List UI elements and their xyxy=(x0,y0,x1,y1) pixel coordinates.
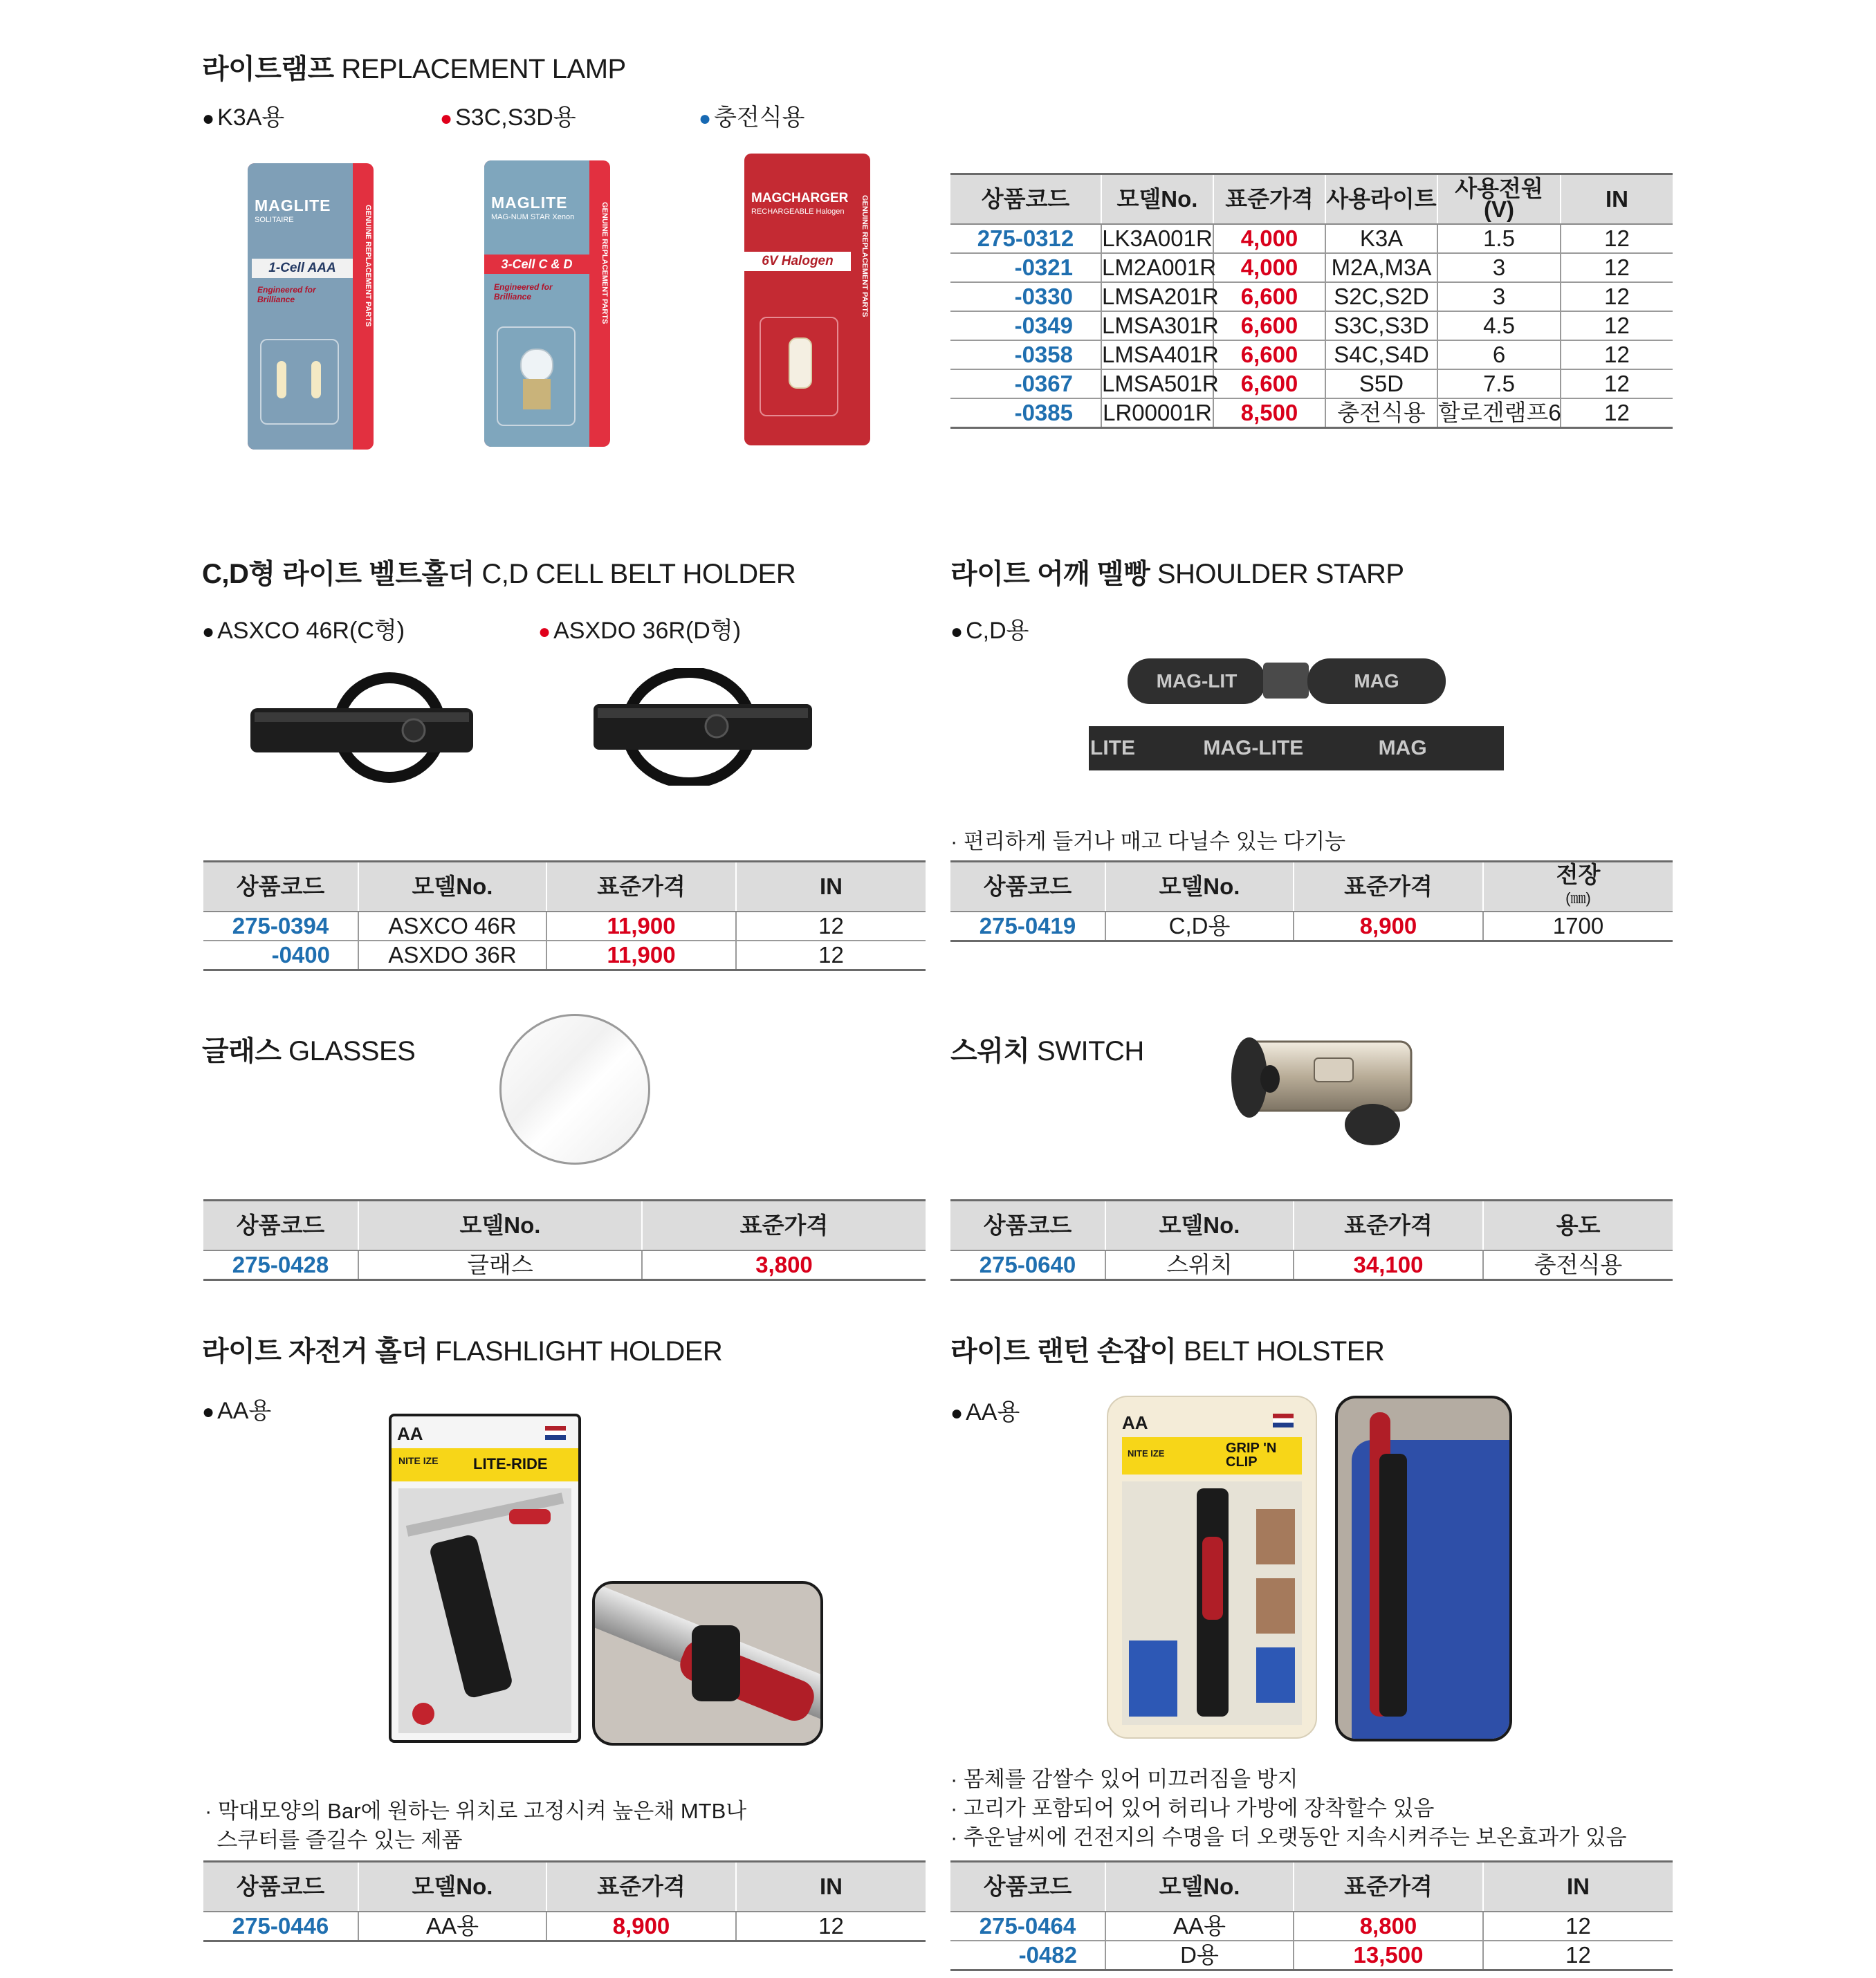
cell-in: 12 xyxy=(736,912,926,941)
cell-price: 8,900 xyxy=(1294,912,1483,941)
strap-print-text: MAG-LITE xyxy=(1203,737,1304,759)
bike-bullet-aa xyxy=(202,1392,271,1425)
holster-section-title xyxy=(950,1329,1384,1369)
shoulder-strap-image xyxy=(1089,653,1504,777)
bullet-dot-icon: ● xyxy=(950,1402,964,1425)
col-header-length-label: 전장 xyxy=(1556,862,1601,887)
cell-price: 8,500 xyxy=(1213,398,1325,428)
cell-code: -0349 xyxy=(950,311,1101,340)
lamp-bullet-rechargeable xyxy=(699,98,805,132)
col-header-model: 모델No. xyxy=(1105,1862,1294,1912)
cell-in: 12 xyxy=(1561,340,1673,369)
lamp-bullet-s3c xyxy=(440,98,576,132)
cell-code: 275-0419 xyxy=(950,912,1105,941)
cell-price: 13,500 xyxy=(1294,1941,1483,1970)
cell-code: 275-0428 xyxy=(203,1250,358,1280)
cell-code: 275-0640 xyxy=(950,1250,1105,1280)
cell-code: 275-0464 xyxy=(950,1912,1105,1941)
package-sub: SOLITAIRE xyxy=(255,216,294,224)
cell-model: 글래스 xyxy=(358,1250,642,1280)
cell-price: 6,600 xyxy=(1213,369,1325,398)
col-header-in: IN xyxy=(1561,174,1673,225)
strap-spec-table xyxy=(950,860,1673,942)
cell-price: 8,900 xyxy=(546,1912,736,1941)
cell-in: 12 xyxy=(1483,1912,1673,1941)
package-product-name: LITE-RIDE xyxy=(473,1455,548,1472)
col-header-model: 모델No. xyxy=(1105,1201,1294,1251)
cell-light: 충전식용 xyxy=(1325,398,1437,428)
cell-light: S4C,S4D xyxy=(1325,340,1437,369)
cell-in: 12 xyxy=(1561,282,1673,311)
package-tag: Engineered for Brilliance xyxy=(494,282,553,302)
bullet-label: AA용 xyxy=(966,1399,1020,1425)
cell-price: 8,800 xyxy=(1294,1912,1483,1941)
lamp-package-rechargeable xyxy=(744,154,870,445)
col-header-model: 모델No. xyxy=(1101,174,1213,225)
bulb-blister xyxy=(497,326,576,426)
package-product-name: GRIP 'N CLIP xyxy=(1226,1441,1277,1470)
belt-holder-d-image xyxy=(592,668,813,786)
bullet-dot-icon: ● xyxy=(538,620,551,643)
cell-code: -0358 xyxy=(950,340,1101,369)
strap-note: · 편리하게 들거나 매고 다닐수 있는 다기능 xyxy=(950,829,1346,853)
cell-power: 7.5 xyxy=(1437,369,1561,398)
bullet-label: AA용 xyxy=(217,1398,272,1424)
cell-model: AA용 xyxy=(1105,1912,1294,1941)
cell-model: LMSA401R xyxy=(1101,340,1213,369)
table-row xyxy=(950,369,1673,398)
cell-price: 6,600 xyxy=(1213,282,1325,311)
package-side-text: GENUINE REPLACEMENT PARTS xyxy=(861,195,869,317)
cell-code: -0400 xyxy=(203,941,358,970)
cell-price: 11,900 xyxy=(546,912,736,941)
lamp-section-title xyxy=(202,47,626,86)
belt-section-title xyxy=(202,552,796,591)
switch-spec-table xyxy=(950,1199,1673,1281)
cell-light: S3C,S3D xyxy=(1325,311,1437,340)
col-header-code: 상품코드 xyxy=(203,1201,358,1251)
col-header-length xyxy=(1483,862,1673,912)
col-header-price: 표준가격 xyxy=(1294,1862,1483,1912)
col-header-power-unit: (V) xyxy=(1484,196,1514,222)
col-header-in: IN xyxy=(1483,1862,1673,1912)
col-header-model: 모델No. xyxy=(358,862,546,912)
bullet-label: K3A용 xyxy=(217,104,285,131)
package-size-label: AA xyxy=(397,1423,423,1444)
holster-note-1: · 몸체를 감쌀수 있어 미끄러짐을 방지 xyxy=(950,1767,1298,1791)
grip-n-clip-package xyxy=(1107,1396,1317,1739)
cell-in: 12 xyxy=(1483,1941,1673,1970)
package-brand: NITE IZE xyxy=(1128,1448,1165,1459)
bullet-label: 충전식용 xyxy=(714,104,805,131)
col-header-power xyxy=(1437,174,1561,225)
cell-price: 3,800 xyxy=(642,1250,926,1280)
cell-in: 12 xyxy=(736,1912,926,1941)
bullet-dot-icon: ● xyxy=(440,107,453,130)
cell-model: LMSA201R xyxy=(1101,282,1213,311)
table-header-row xyxy=(950,1862,1673,1912)
cell-code: -0321 xyxy=(950,253,1101,282)
col-header-length-unit: (㎜) xyxy=(1565,889,1591,907)
bulb-blister xyxy=(760,317,838,416)
cell-price: 6,600 xyxy=(1213,311,1325,340)
bike-spec-table xyxy=(203,1860,926,1942)
table-row xyxy=(950,224,1673,253)
strap-print-text: MAG-LIT xyxy=(1128,658,1266,704)
cell-light: M2A,M3A xyxy=(1325,253,1437,282)
package-side-text: GENUINE REPLACEMENT PARTS xyxy=(600,202,609,324)
cell-light: K3A xyxy=(1325,224,1437,253)
cell-power: 할로겐램프6 xyxy=(1437,398,1561,428)
table-header-row xyxy=(203,1862,926,1912)
cell-price: 4,000 xyxy=(1213,253,1325,282)
cell-model: LMSA501R xyxy=(1101,369,1213,398)
belt-holder-c-image xyxy=(248,672,476,783)
package-side-text: GENUINE REPLACEMENT PARTS xyxy=(364,205,372,327)
switch-image xyxy=(1224,1028,1432,1154)
col-header-price: 표준가격 xyxy=(1294,862,1483,912)
cell-model: 스위치 xyxy=(1105,1250,1294,1280)
cell-in: 12 xyxy=(736,941,926,970)
cell-power: 1.5 xyxy=(1437,224,1561,253)
table-row xyxy=(950,1912,1673,1941)
lamp-package-s3c xyxy=(484,160,610,447)
table-header-row xyxy=(950,174,1673,225)
col-header-in: IN xyxy=(736,1862,926,1912)
cell-in: 12 xyxy=(1561,311,1673,340)
bullet-label: ASXCO 46R(C형) xyxy=(217,618,405,644)
cell-model: D용 xyxy=(1105,1941,1294,1970)
col-header-price: 표준가격 xyxy=(1213,174,1325,225)
strap-print-text: LITE xyxy=(1090,737,1135,759)
bike-title-en: FLASHLIGHT HOLDER xyxy=(434,1336,723,1367)
table-row xyxy=(203,941,926,970)
table-header-row xyxy=(203,862,926,912)
lamp-title-ko: 라이트램프 xyxy=(202,54,334,84)
bullet-dot-icon: ● xyxy=(950,620,964,643)
cell-length: 1700 xyxy=(1483,912,1673,941)
cell-model: LMSA301R xyxy=(1101,311,1213,340)
strap-title-en: SHOULDER STARP xyxy=(1157,559,1404,589)
strap-print-text: MAG xyxy=(1378,737,1427,759)
bike-section-title xyxy=(202,1329,722,1369)
switch-section-title xyxy=(950,1029,1144,1069)
table-row xyxy=(203,912,926,941)
holster-bullet-aa xyxy=(950,1393,1020,1427)
package-band: 3-Cell C & D xyxy=(484,255,589,274)
belt-title-en: C,D CELL BELT HOLDER xyxy=(481,559,796,589)
holster-spec-table xyxy=(950,1860,1673,1971)
cell-model: AA용 xyxy=(358,1912,546,1941)
cell-code: -0367 xyxy=(950,369,1101,398)
col-header-use: 용도 xyxy=(1483,1201,1673,1251)
bullet-label: C,D용 xyxy=(966,618,1029,644)
lamp-bullet-k3a xyxy=(202,98,284,132)
cell-in: 12 xyxy=(1561,224,1673,253)
cell-code: 275-0312 xyxy=(950,224,1101,253)
cell-model: LM2A001R xyxy=(1101,253,1213,282)
cell-price: 11,900 xyxy=(546,941,736,970)
cell-in: 12 xyxy=(1561,369,1673,398)
table-row xyxy=(950,1250,1673,1280)
package-tag: Engineered for Brilliance xyxy=(257,285,316,304)
cell-light: S2C,S2D xyxy=(1325,282,1437,311)
strap-bullet-cd xyxy=(950,611,1029,645)
cell-model: ASXCO 46R xyxy=(358,912,546,941)
col-header-light: 사용라이트 xyxy=(1325,174,1437,225)
lamp-package-k3a xyxy=(248,163,374,450)
col-header-price: 표준가격 xyxy=(546,862,736,912)
col-header-code: 상품코드 xyxy=(950,1201,1105,1251)
package-brand: MAGCHARGER xyxy=(751,191,849,205)
cell-code: -0385 xyxy=(950,398,1101,428)
table-header-row xyxy=(950,862,1673,912)
cell-in: 12 xyxy=(1561,398,1673,428)
table-row xyxy=(950,253,1673,282)
col-header-price: 표준가격 xyxy=(546,1862,736,1912)
cell-in: 12 xyxy=(1561,253,1673,282)
col-header-code: 상품코드 xyxy=(950,174,1101,225)
package-brand: MAGLITE xyxy=(491,194,568,212)
col-header-model: 모델No. xyxy=(358,1201,642,1251)
bike-note-2: 스쿠터를 즐길수 있는 제품 xyxy=(205,1828,463,1852)
package-band: 6V Halogen xyxy=(744,252,851,271)
belt-spec-table xyxy=(203,860,926,971)
cell-price: 4,000 xyxy=(1213,224,1325,253)
table-row xyxy=(950,1941,1673,1970)
cell-power: 3 xyxy=(1437,282,1561,311)
package-sub: RECHARGEABLE Halogen xyxy=(751,207,845,216)
bullet-dot-icon: ● xyxy=(202,620,215,643)
lamp-title-en: REPLACEMENT LAMP xyxy=(341,54,626,84)
package-brand: MAGLITE xyxy=(255,196,331,214)
col-header-model: 모델No. xyxy=(1105,862,1294,912)
holster-title-ko: 라이트 랜턴 손잡이 xyxy=(950,1336,1177,1367)
bullet-dot-icon: ● xyxy=(202,1401,215,1423)
cell-light: S5D xyxy=(1325,369,1437,398)
glasses-section-title xyxy=(202,1029,415,1069)
bullet-dot-icon: ● xyxy=(202,107,215,130)
holster-note-3: · 추운날씨에 건전지의 수명을 더 오랫동안 지속시켜주는 보온효과가 있음 xyxy=(950,1825,1627,1849)
table-header-row xyxy=(950,1201,1673,1251)
cell-use: 충전식용 xyxy=(1483,1250,1673,1280)
belt-title-ko: C,D형 라이트 벨트홀더 xyxy=(202,559,475,589)
col-header-price: 표준가격 xyxy=(642,1201,926,1251)
table-row xyxy=(950,311,1673,340)
table-row xyxy=(950,912,1673,941)
holster-title-en: BELT HOLSTER xyxy=(1183,1336,1385,1367)
us-flag-icon xyxy=(1273,1414,1294,1427)
cell-power: 6 xyxy=(1437,340,1561,369)
strap-band xyxy=(1089,726,1504,770)
cell-code: 275-0394 xyxy=(203,912,358,941)
package-yellow-band xyxy=(392,1448,578,1481)
switch-title-ko: 스위치 xyxy=(950,1036,1030,1066)
bike-title-ko: 라이트 자전거 홀더 xyxy=(202,1336,428,1367)
col-header-code: 상품코드 xyxy=(950,1862,1105,1912)
table-row xyxy=(950,340,1673,369)
table-row xyxy=(950,398,1673,428)
bike-note-1: · 막대모양의 Bar에 원하는 위치로 고정시켜 높은채 MTB나 xyxy=(205,1799,747,1823)
package-photo xyxy=(1122,1481,1302,1725)
cell-code: 275-0446 xyxy=(203,1912,358,1941)
cell-price: 6,600 xyxy=(1213,340,1325,369)
bullet-dot-icon: ● xyxy=(699,107,712,130)
holster-note-2: · 고리가 포함되어 있어 허리나 가방에 장착할수 있음 xyxy=(950,1796,1435,1820)
bullet-label: S3C,S3D용 xyxy=(455,104,576,131)
cell-power: 4.5 xyxy=(1437,311,1561,340)
glasses-title-en: GLASSES xyxy=(288,1036,416,1066)
col-header-code: 상품코드 xyxy=(203,862,358,912)
package-photo xyxy=(398,1488,571,1733)
belt-bullet-c xyxy=(202,611,405,645)
col-header-code: 상품코드 xyxy=(950,862,1105,912)
bulb-blister xyxy=(260,339,339,425)
cell-code: -0330 xyxy=(950,282,1101,311)
col-header-model: 모델No. xyxy=(358,1862,546,1912)
cell-power: 3 xyxy=(1437,253,1561,282)
col-header-in: IN xyxy=(736,862,926,912)
strap-title-ko: 라이트 어깨 멜빵 xyxy=(950,559,1150,589)
table-header-row xyxy=(203,1201,926,1251)
cell-model: C,D용 xyxy=(1105,912,1294,941)
bullet-label: ASXDO 36R(D형) xyxy=(553,618,742,644)
strap-section-title xyxy=(950,552,1404,591)
col-header-code: 상품코드 xyxy=(203,1862,358,1912)
switch-title-en: SWITCH xyxy=(1037,1036,1144,1066)
table-row xyxy=(203,1250,926,1280)
belt-bullet-d xyxy=(538,611,741,645)
package-size-label: AA xyxy=(1122,1412,1148,1433)
cell-code: -0482 xyxy=(950,1941,1105,1970)
col-header-power-label: 사용전원 xyxy=(1455,176,1543,201)
lamp-spec-table xyxy=(950,173,1673,429)
table-row xyxy=(950,282,1673,311)
lite-ride-closeup xyxy=(592,1581,823,1746)
package-band: 1-Cell AAA xyxy=(252,259,353,278)
grip-n-clip-closeup xyxy=(1335,1396,1512,1741)
cell-model: LK3A001R xyxy=(1101,224,1213,253)
strap-print-text: MAG xyxy=(1307,658,1446,704)
package-yellow-band xyxy=(1122,1437,1302,1475)
col-header-price: 표준가격 xyxy=(1294,1201,1483,1251)
lite-ride-package xyxy=(389,1414,581,1743)
package-brand: NITE IZE xyxy=(398,1455,439,1466)
cell-model: ASXDO 36R xyxy=(358,941,546,970)
cell-price: 34,100 xyxy=(1294,1250,1483,1280)
table-row xyxy=(203,1912,926,1941)
glasses-title-ko: 글래스 xyxy=(202,1036,282,1066)
package-sub: MAG-NUM STAR Xenon xyxy=(491,213,575,221)
cell-model: LR00001R xyxy=(1101,398,1213,428)
us-flag-icon xyxy=(545,1426,566,1440)
glass-lens-image xyxy=(499,1014,650,1165)
glasses-spec-table xyxy=(203,1199,926,1281)
